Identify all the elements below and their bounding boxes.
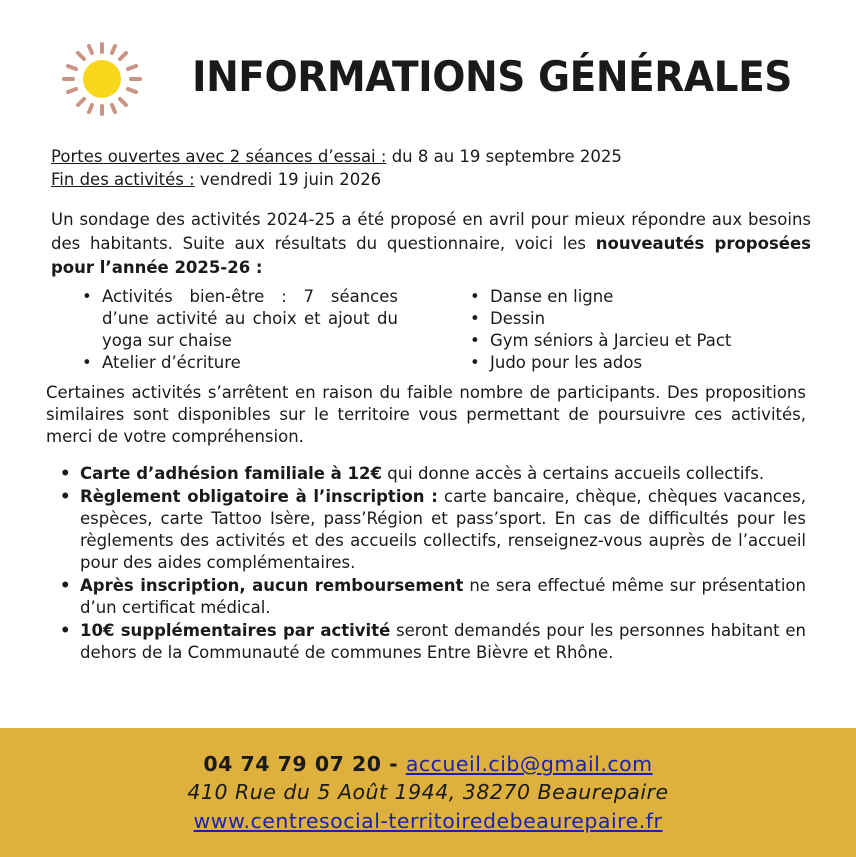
email-link[interactable]: accueil.cib@gmail.com: [405, 752, 653, 776]
new-activities-left-list: [80, 286, 398, 374]
rule-text: carte bancaire, chèque, chèques vacances, espèces, carte Tattoo Isère, pass’Région et pass’sport. En cas de difficultés pour les règlements des activités et des accueils collectifs, renseignez-vous auprès de l’accueil pour des aides complémentaires.: [80, 487, 806, 572]
list-item: [58, 463, 806, 485]
phone-number: 04 74 79 07 20 -: [203, 752, 406, 776]
rule-bold: Après inscription, aucun remboursement: [80, 576, 464, 595]
rule-text: qui donne accès à certains accueils collectifs.: [382, 464, 765, 483]
rule-bold: Carte d’adhésion familiale à 12€: [80, 464, 382, 483]
list-item: • Gym séniors à Jarcieu et Pact: [468, 330, 808, 352]
rules-list: [58, 463, 806, 665]
end-date-value: vendredi 19 juin 2026: [194, 170, 382, 189]
intro-text: Un sondage des activités 2024-25 a été proposé en avril pour mieux répondre aux besoins des habitants. Suite aux résultats du questionnaire, voici les: [51, 210, 811, 253]
list-item: • Judo pour les ados: [468, 352, 808, 374]
list-item: [58, 620, 806, 664]
list-item: [58, 486, 806, 574]
open-days-value: du 8 au 19 septembre 2025: [386, 147, 622, 166]
sun-logo-icon: [58, 38, 146, 118]
intro-paragraph: [51, 208, 811, 280]
website-link[interactable]: www.centresocial-territoiredebeaurepaire.fr: [193, 809, 663, 833]
list-item: • Dessin: [468, 308, 808, 330]
open-days-line: [51, 145, 622, 168]
rule-text: ne sera effectué même sur présentation d’un certificat médical.: [80, 576, 806, 617]
stopped-activities-paragraph: Certaines activités s’arrêtent en raison du faible nombre de participants. Des propositions similaires sont disponibles sur le territoire vous permettant de poursuivre ces activités, merci de votre compréhension.: [46, 383, 806, 446]
website-line: [0, 807, 856, 835]
contact-footer: [0, 728, 856, 857]
rule-bold: 10€ supplémentaires par activité: [80, 621, 391, 640]
dates-block: [51, 145, 622, 191]
end-date-line: [51, 168, 622, 191]
rule-bold: Règlement obligatoire à l’inscription :: [80, 487, 438, 506]
page-title: INFORMATIONS GÉNÉRALES: [192, 52, 792, 101]
address-line: 410 Rue du 5 Août 1944, 38270 Beaurepaire: [187, 780, 669, 804]
list-item: [58, 575, 806, 619]
phone-email-line: [0, 750, 856, 778]
intro-bold: nouveautés proposées pour l’année 2025-26 :: [51, 234, 811, 277]
list-item: • Atelier d’écriture: [80, 352, 398, 374]
open-days-label: Portes ouvertes avec 2 séances d’essai :: [51, 147, 387, 166]
list-item: • Activités bien-être : 7 séances d’une activité au choix et ajout du yoga sur chaise: [80, 286, 398, 352]
list-item: • Danse en ligne: [468, 286, 808, 308]
new-activities-right-list: [468, 286, 808, 374]
rule-text: seront demandés pour les personnes habitant en dehors de la Communauté de communes Entre Bièvre et Rhône.: [80, 621, 806, 662]
end-date-label: Fin des activités :: [51, 170, 195, 189]
